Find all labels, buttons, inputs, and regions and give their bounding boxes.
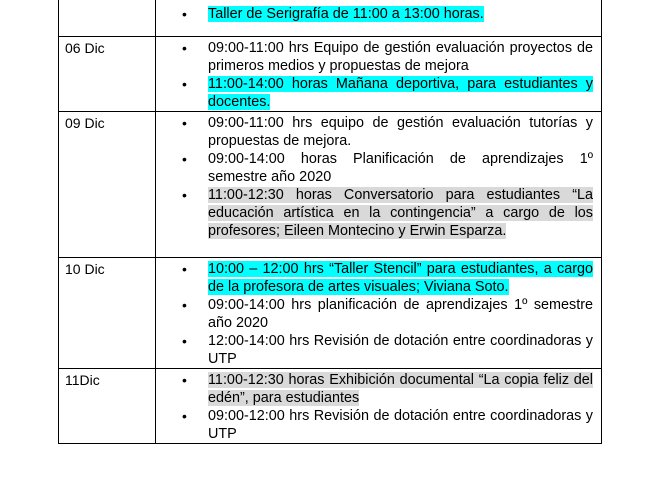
table-row xyxy=(59,112,602,258)
list-item xyxy=(156,407,593,443)
activities-cell xyxy=(156,369,602,444)
bullet-icon: • xyxy=(182,151,187,167)
bullet-icon: • xyxy=(182,76,187,92)
list-item xyxy=(156,1,593,23)
bullet-icon: • xyxy=(182,187,187,203)
bullet-icon: • xyxy=(182,408,187,424)
activities-cell xyxy=(156,37,602,112)
date-cell: 06 Dic xyxy=(59,37,156,112)
list-item xyxy=(156,150,593,186)
activity-text: 10:00 – 12:00 hrs “Taller Stencil” para estudiantes, a cargo de la profesora de artes visuales; Viviana Soto. xyxy=(208,261,593,295)
activity-list xyxy=(156,371,593,443)
activity-list xyxy=(156,1,593,23)
list-item xyxy=(156,186,593,240)
schedule-table xyxy=(58,0,602,444)
bullet-icon: • xyxy=(182,297,187,313)
table-row xyxy=(59,369,602,444)
bullet-icon: • xyxy=(182,115,187,131)
table-row xyxy=(59,0,602,37)
list-item xyxy=(156,39,593,75)
activity-list xyxy=(156,260,593,368)
activity-text: 12:00-14:00 hrs Revisión de dotación entre coordinadoras y UTP xyxy=(208,333,593,367)
list-item xyxy=(156,114,593,150)
date-cell: 09 Dic xyxy=(59,112,156,258)
activities-cell xyxy=(156,258,602,369)
bullet-icon: • xyxy=(182,261,187,277)
bullet-icon: • xyxy=(182,333,187,349)
activity-text: 09:00-11:00 hrs equipo de gestión evaluación tutorías y propuestas de mejora. xyxy=(208,115,593,149)
activity-text: 11:00-12:30 horas Exhibición documental “La copia feliz del edén”, para estudiantes xyxy=(208,372,593,406)
activity-text: 11:00-14:00 horas Mañana deportiva, para estudiantes y docentes. xyxy=(208,76,593,110)
activity-text: 09:00-14:00 hrs planificación de aprendizajes 1º semestre año 2020 xyxy=(208,297,593,331)
table-row xyxy=(59,37,602,112)
bullet-icon: • xyxy=(182,372,187,388)
list-item xyxy=(156,296,593,332)
activity-text: 11:00-12:30 horas Conversatorio para estudiantes “La educación artística en la contingencia” a cargo de los profesores; Eileen Montecino y Erwin Esparza. xyxy=(208,187,593,239)
activity-text: 09:00-11:00 hrs Equipo de gestión evaluación proyectos de primeros medios y propuestas de mejora xyxy=(208,40,593,74)
activities-cell xyxy=(156,0,602,37)
activities-cell xyxy=(156,112,602,258)
activity-list xyxy=(156,39,593,111)
activity-text: Taller de Serigrafía de 11:00 a 13:00 horas. xyxy=(208,6,484,22)
date-cell: 10 Dic xyxy=(59,258,156,369)
activity-text: 09:00-12:00 hrs Revisión de dotación entre coordinadoras y UTP xyxy=(208,408,593,442)
list-item xyxy=(156,371,593,407)
date-cell xyxy=(59,0,156,37)
activity-text: 09:00-14:00 horas Planificación de aprendizajes 1º semestre año 2020 xyxy=(208,151,593,185)
date-cell: 11Dic xyxy=(59,369,156,444)
list-item xyxy=(156,332,593,368)
list-item xyxy=(156,260,593,296)
list-item xyxy=(156,75,593,111)
bullet-icon: • xyxy=(182,6,187,22)
activity-list xyxy=(156,114,593,240)
bullet-icon: • xyxy=(182,40,187,56)
table-row xyxy=(59,258,602,369)
